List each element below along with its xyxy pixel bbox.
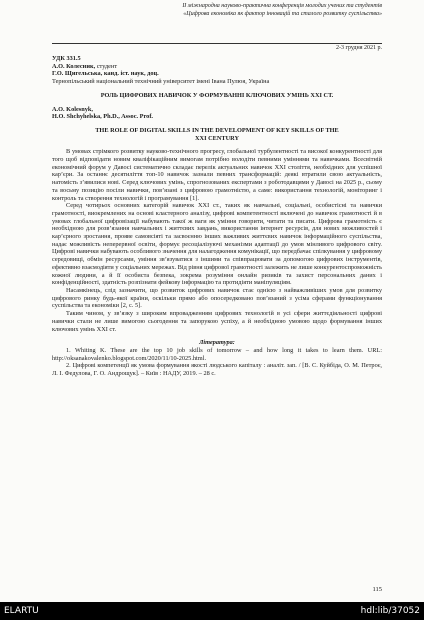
reference-item: 1. Whiting K. These are the top 10 job skills of tomorrow – and how long it takes to learn them. URL: http://oksanakovalenko.blogspot.com/2020/11/10-2025.html. [52,346,382,362]
author-1-name: А.О. Колесник, [52,62,96,70]
title-en: THE ROLE OF DIGITAL SKILLS IN THE DEVELOPMENT OF KEY SKILLS OF THE XXI CENTURY [95,126,339,142]
paragraph: В умовах стрімкого розвитку науково-технічного прогресу, глобальної турбулентності та високої конкурентності для того щоб відповідати новим кваліфікаційним вимогам потрібно володіти певними уміннями та навичками. Всесвітній економічний форум у Давосі систематично складає перелік актуальних навичок XXI століття, необхідних для успішної кар’єри. За останнє десятиліття топ-10 навичок зазнали певних трансформацій: деякі втратили свою актуальність, натомість з’явилися нові. Серед ключових умінь, спрогнозованих експертами з роботодавцями у Давосі на 2025 р., сьому та восьму позицію посіли навички, пов’язані з цифровою грамотністю, а саме: використання технологій, моніторинг і контроль та створення технологій і програмування [1]. [52,148,382,202]
running-header [182,3,382,18]
references [52,339,382,378]
author-1 [52,63,382,71]
repository-footer [0,602,424,620]
author-2-en: H.O. Shchyhelska, Ph.D., Assoc. Prof. [52,113,153,121]
header-divider [52,43,382,44]
page-number: 115 [372,586,382,593]
article-text [52,148,382,333]
header-line-2: «Цифрова економіка як фактор інновацій та сталого розвитку суспільства» [183,10,382,17]
author-1-role: студент [95,62,118,70]
handle-id: hdl:lib/37052 [360,606,420,616]
references-heading: Література: [199,339,235,347]
paragraph: Насамкінець, слід зазначити, що розвиток цифрових навичок стає однією з найважливіших умов для розвитку цифрового ринку будь-якої країни, оскільки прямо або опосередковано пов’язаний з усіма сферами функціонування суспільства та економіки [2, c. 5]. [52,286,382,310]
udc-code: УДК 331.5 [52,55,81,62]
university: Тернопільський національний технічний університет імені Івана Пулюя, Україна [52,78,270,86]
reference-item: 2. Цифрові компетенції як умова формування якості людського капіталу : аналіт. зап. / [В. С. Куйбіда, О. М. Петроє, Л. І. Федулова, Г. О. Андрощук]. – Київ : НАДУ, 2019. – 28 c. [52,362,382,378]
repository-name: ELARTU [4,606,39,616]
paragraph: Таким чином, у зв’язку з широким впровадженням цифрових технологій в усі сфери життєдіяльності цифрові навички стали не лише вимогою сьогодення та запорукою успіху, а й необхідною умовою щодо формування інших ключових умінь XXI ст. [52,310,382,333]
conference-date: 2-3 грудня 2021 р. [335,45,382,51]
title-ua: РОЛЬ ЦИФРОВИХ НАВИЧОК У ФОРМУВАННІ КЛЮЧОВИХ УМІНЬ XXI СТ. [100,91,334,99]
paragraph: Серед чотирьох основних категорій навичок XXI ст., таких як навчальні, соціальні, особистісні та навички грамотності, виокремлених на основі кластерного аналізу, цифрові компетентності включені до навичок грамотності й в умовах глобальної цифровізації набувають такої ж ваги як уміння говорити, читати та писати. Цифрова грамотність є необхідною для розв’язання навчальних і життєвих завдань, використання інтернет ресурсів, для нових можливостей і кар’єрного зростання, прояве самовсіяті та засвоєнню інших важливих життєвих навичок інформаційного суспільства, надає можливість неперервної освіти, формує ресоціалізуючі механізми адаптації до умов мінливого цифрового світу. Цифрові навички набувають особливого значення для налагодження комунікації, що передбачає спілкування у цифровому середовищі, обмін ресурсами, уміння зв’язуватися з іншими та співпрацювати за допомогою цифрових інструментів, ефективно взаємодіяти у соціальних мережах. Від рівня цифрової грамотності залежить не лише конкурентоспроможність кожної людини, а й її особиста безпека, зокрема розуміння онлайн ризиків та захист персональних даних і конфіденційності, здатність розпізнати фейкову інформацію та протидіяти маніпуляціям. [52,202,383,287]
header-line-1: ІІ міжнародна науково-практична конференція молодих учених та студентів [182,3,382,9]
author-1-en: A.O. Kolesnyk, [52,105,93,113]
author-2: Г.О. Щигельська, канд. іст. наук, доц. [52,70,159,78]
article-body [52,55,382,378]
